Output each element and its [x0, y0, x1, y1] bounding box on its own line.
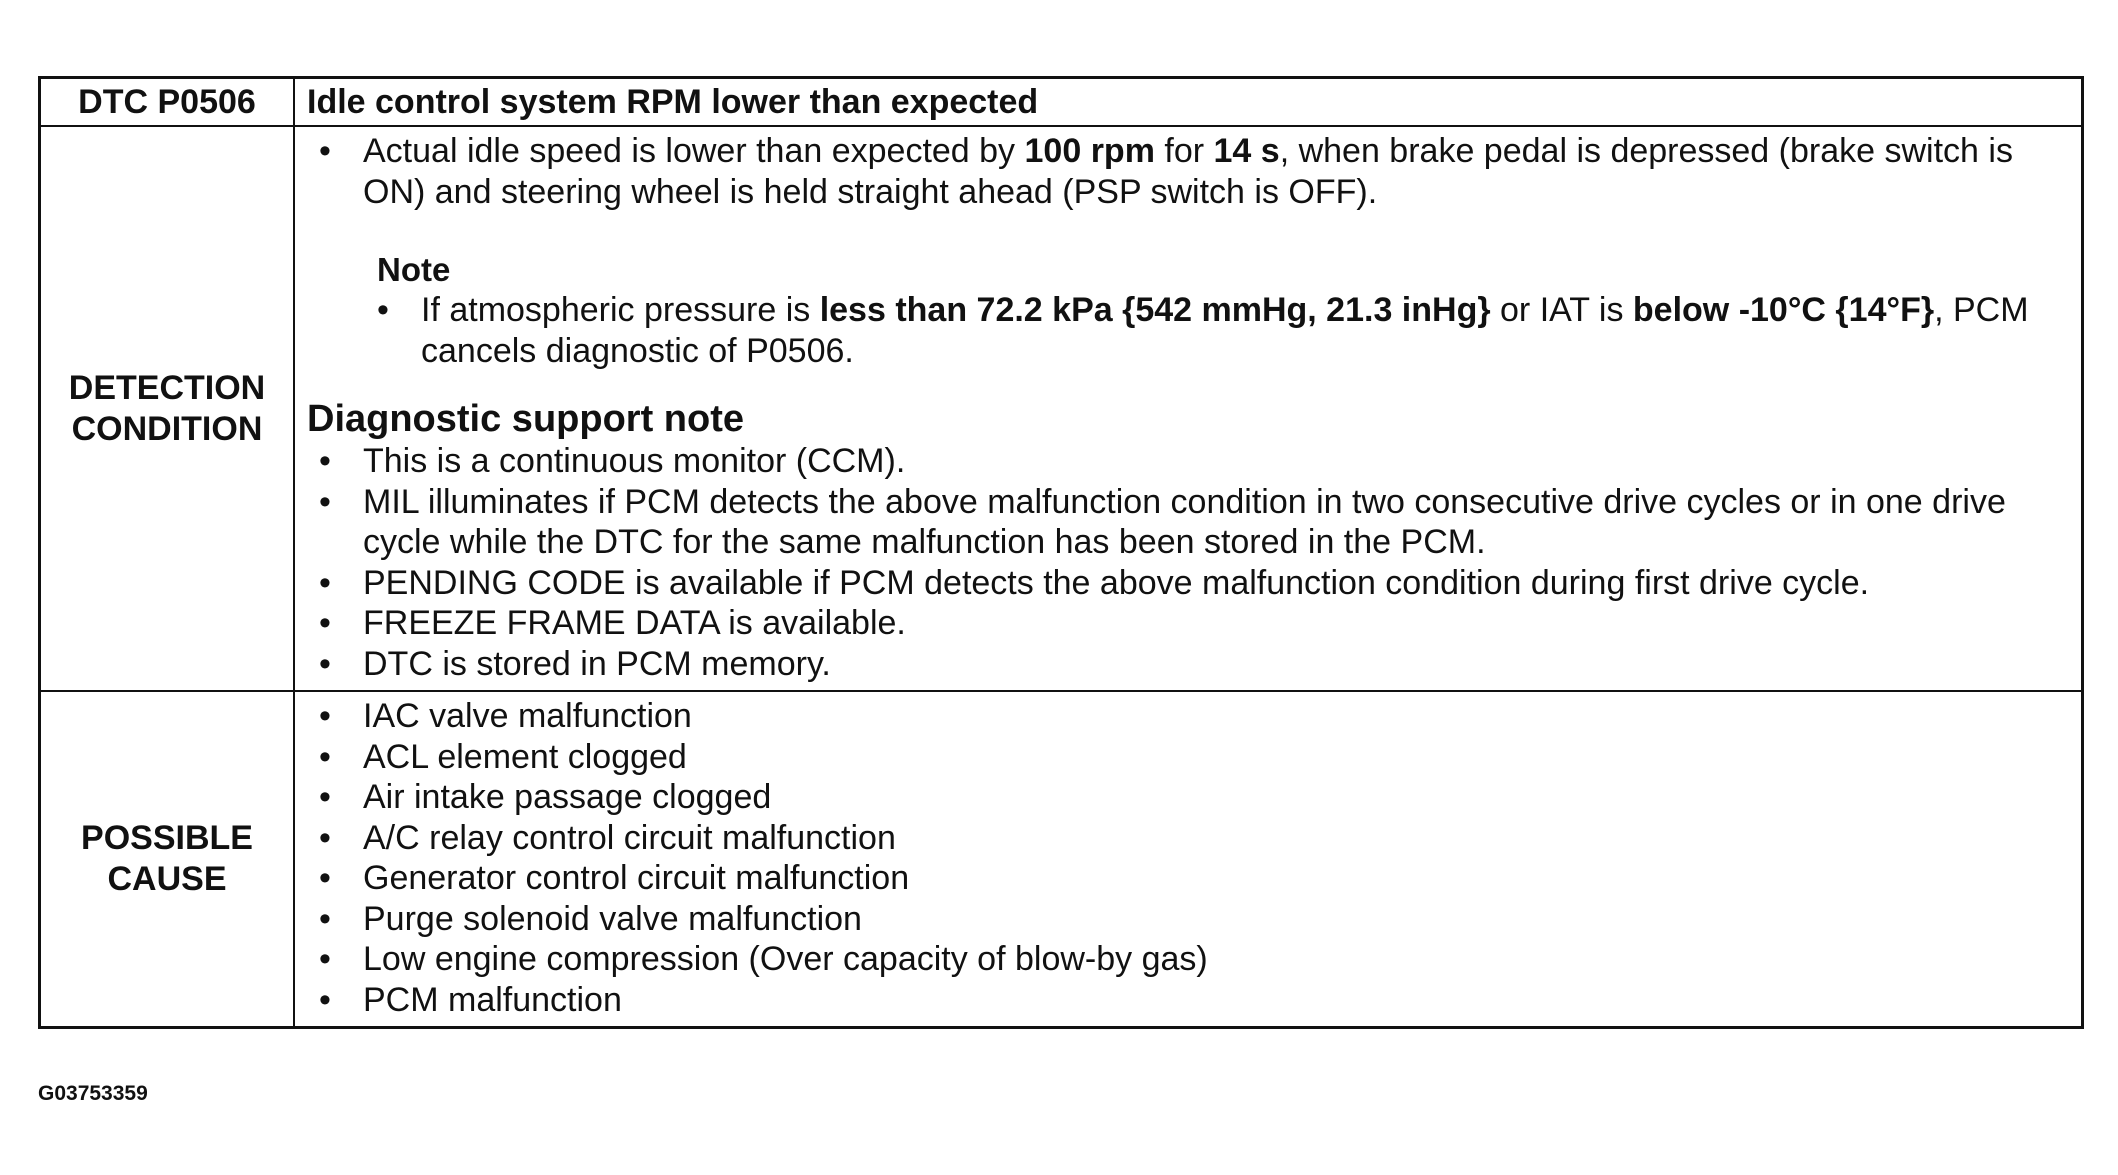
cause-label-line1: POSSIBLE — [81, 819, 253, 857]
dtc-code-cell — [40, 78, 295, 127]
dtc-table — [38, 76, 2084, 1029]
detection-label-cell — [40, 126, 295, 691]
note-temperature-value: below -10°C {14°F} — [1632, 291, 1935, 329]
cause-label-line2: CAUSE — [107, 860, 227, 898]
detection-label-line1: DETECTION — [68, 368, 266, 407]
support-item: • DTC is stored in PCM memory. — [307, 644, 2069, 685]
detection-bullet — [307, 131, 2069, 212]
detection-row — [40, 126, 2083, 691]
cause-item: • A/C relay control circuit malfunction — [307, 818, 2069, 859]
detection-label-line2: CONDITION — [71, 409, 263, 448]
cause-item: • Purge solenoid valve malfunction — [307, 899, 2069, 940]
detection-time-value: 14 s — [1213, 132, 1280, 170]
detection-text-3: , when brake pedal is depressed (brake switch is ON) and steering wheel is held straight ahead (PSP switch is OFF). — [363, 132, 2013, 211]
detection-list — [307, 131, 2069, 212]
note-bullet — [377, 290, 2069, 371]
note-title: Note — [377, 251, 451, 288]
support-list — [307, 441, 2069, 684]
note-pressure-value: less than 72.2 kPa {542 mmHg, 21.3 inHg} — [819, 291, 1491, 329]
detection-content-cell — [294, 126, 2083, 691]
note-list — [377, 290, 2069, 371]
note-text-1: If atmospheric pressure is — [421, 291, 820, 329]
image-code: G03753359 — [38, 1082, 148, 1105]
support-title: Diagnostic support note — [307, 398, 744, 440]
support-item: • PENDING CODE is available if PCM detects the above malfunction condition during first drive cycle. — [307, 563, 2069, 604]
cause-item: • ACL element clogged — [307, 737, 2069, 778]
dtc-description: Idle control system RPM lower than expected — [307, 82, 1039, 121]
cause-item: • Air intake passage clogged — [307, 777, 2069, 818]
note-block — [307, 250, 2069, 371]
note-text-3: , PCM cancels diagnostic of P0506. — [421, 291, 2029, 370]
cause-row — [40, 691, 2083, 1028]
note-text-2: or IAT is — [1490, 291, 1633, 329]
support-item: • FREEZE FRAME DATA is available. — [307, 603, 2069, 644]
support-item: • MIL illuminates if PCM detects the above malfunction condition in two consecutive drive cycles or in one drive cycle while the DTC for the same malfunction has been stored in the PCM. — [307, 482, 2069, 563]
cause-list — [307, 696, 2069, 1020]
detection-rpm-value: 100 rpm — [1024, 132, 1155, 170]
detection-text-2: for — [1154, 132, 1214, 170]
cause-item: • PCM malfunction — [307, 980, 2069, 1021]
cause-item: • Low engine compression (Over capacity of blow-by gas) — [307, 939, 2069, 980]
cause-content-cell — [294, 691, 2083, 1028]
header-row — [40, 78, 2083, 127]
cause-item: • Generator control circuit malfunction — [307, 858, 2069, 899]
detection-text-1: Actual idle speed is lower than expected by — [363, 132, 1025, 170]
support-item: • This is a continuous monitor (CCM). — [307, 441, 2069, 482]
cause-label-cell — [40, 691, 295, 1028]
cause-item: • IAC valve malfunction — [307, 696, 2069, 737]
dtc-code: DTC P0506 — [78, 82, 256, 121]
dtc-description-cell — [294, 78, 2083, 127]
